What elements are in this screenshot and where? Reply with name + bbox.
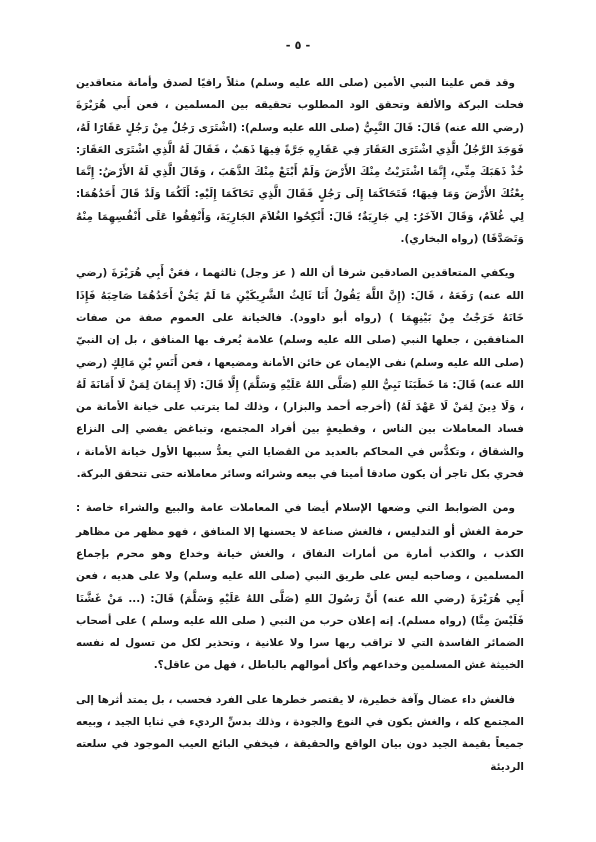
page-number: - ٥ -	[285, 38, 311, 52]
highlighted-term: حرمة الغش أو التدليس	[395, 523, 524, 538]
paragraph-4: فالغش داء عضال وآفة خطيرة، لا يقتصر خطرها على الفرد فحسب ، بل يمتد أثرها إلى المجتمع كله ، والغش يكون في النوع والجودة ، وذلك بدسِّ الرديء في ثنايا الجيد ، وبيعه جميعاً بقيمة الجيد دون بيان الواقع والحقيقة ، فيخفي البائع العيب الموجود في سلعته الرديئة	[76, 693, 524, 773]
paragraph-3-intro: ومن الضوابط التي وضعها الإسلام أيضا في المعاملات عامة والبيع والشراء خاصة :	[76, 502, 515, 515]
paragraph-1: وقد قص علينا النبي الأمين (صلى الله عليه وسلم) مثلاً راقيًا لصدق وأمانة متعاقدين فحلت البركة والألفة وتحقق الود المطلوب تحقيقه بين المسلمين ، فعن أَبي هُرَيْرَةَ (رضي الله عنه) قَالَ: قَالَ النَّبِيُّ (صلى الله عليه وسلم): (اشْتَرَى رَجُلٌ مِنْ رَجُلٍ عَقَارًا لَهُ، فَوَجَدَ الرَّجُلُ الَّذِي اشْتَرَى العَقَارَ فِي عَقَارِهِ جَرَّةً فِيهَا ذَهَبٌ ، فَقَالَ لَهُ الَّذِي اشْتَرَى العَقَارَ: خُذْ ذَهَبَكَ مِنِّي، إِنَّمَا اشْتَرَيْتُ مِنْكَ الأَرْضَ وَلَمْ أَبْتَعْ مِنْكَ الذَّهَبَ ، وَقَالَ الَّذِي لَهُ الأَرْضُ: إِنَّمَا بِعْتُكَ الأَرْضَ وَمَا فِيهَا؛ فَتَحَاكَمَا إِلَى رَجُلٍ فَقَالَ الَّذِي تَحَاكَمَا إِلَيْهِ: أَلَكُمَا وَلَدٌ قَالَ أَحَدُهُمَا: لِي غُلاَمٌ، وَقَالَ الآخَرُ: لِي جَارِيَةٌ؛ قَالَ: أَنْكِحُوا الغُلاَمَ الجَارِيَةَ، وَأَنْفِقُوا عَلَى أَنْفُسِهِمَا مِنْهُ وَتَصَدَّقَا) (رواه البخاري).	[76, 77, 524, 246]
paragraph-2: ويكفي المتعاقدين الصادقين شرفا أن الله ( عز وجل) ثالثهما ، فعَنْ أَبِي هُرَيْرَةَ (رضي الله عنه) رَفَعَهُ ، قَالَ: (إِنَّ اللَّهَ يَقُولُ أَنَا ثَالِثُ الشَّرِيكَيْنِ مَا لَمْ يَخُنْ أَحَدُهُمَا صَاحِبَهُ فَإِذَا خَانَهُ خَرَجْتُ مِنْ بَيْنِهِمَا ) (رواه أبو داوود). فالخيانة على العموم صفة من صفات المنافقين ، جعلها النبي (صلى الله عليه وسلم) علامة يُعرف بها المنافق ، بل إن النبيّ (صلى الله عليه وسلم) نفى الإيمان عن خائن الأمانة ومضيعها ، فعن أَنَسِ بْنِ مَالِكٍ (رضي الله عنه) قَالَ: مَا خَطَبَنَا نَبِيُّ اللهِ (صَلَّى اللهُ عَلَيْهِ وَسَلَّمَ) إِلَّا قَالَ: (لَا إِيمَانَ لِمَنْ لَا أَمَانَةَ لَهُ ، وَلَا دِينَ لِمَنْ لَا عَهْدَ لَهُ) (أخرجه أحمد والبزار) ، وذلك لما يترتب على خيانة الأمانة من فساد المعاملات بين الناس ، وقطيعةٍ بين أفراد المجتمع، وتباغض يفضي إلى النزاع والشقاق ، وتكدُّس في المحاكم بالعديد من القضايا التي يعدُّ سببها الأول خيانة الأمانة ، فحري بكل تاجر أن يكون صادقا أمينا في بيعه وشرائه وسائر معاملاته حتى تتحقق البركة.	[76, 267, 524, 481]
body-text	[76, 72, 524, 778]
paragraph-3-body: ، فالغش صناعة لا يحسنها إلا المنافق ، فهو مظهر من مظاهر الكذب ، والكذب أمارة من أمارات النفاق ، والغش خيانة وخداع وهو محرم بإجماع المسلمين ، وصاحبه ليس على طريق النبي (صلى الله عليه وسلم) ولا على هديه ، فعن أَبِي هُرَيْرَةَ (رضي الله عنه) أَنَّ رَسُولَ اللهِ (صَلَّى اللهُ عَلَيْهِ وَسَلَّمَ) قَالَ: (... مَنْ غَشَّنَا فَلَيْسَ مِنَّا) (رواه مسلم). إنه إعلان حرب من النبي ( صلى الله عليه وسلم ) على أصحاب الضمائر الفاسدة التي لا تراقب ربها سرا ولا علانية ، وتحذير لكل من تسول له نفسه الخبيثة غش المسلمين وخداعهم وأكل أموالهم بالباطل ، فهل من عاقل؟.	[76, 525, 524, 672]
paragraph-3	[76, 497, 524, 676]
